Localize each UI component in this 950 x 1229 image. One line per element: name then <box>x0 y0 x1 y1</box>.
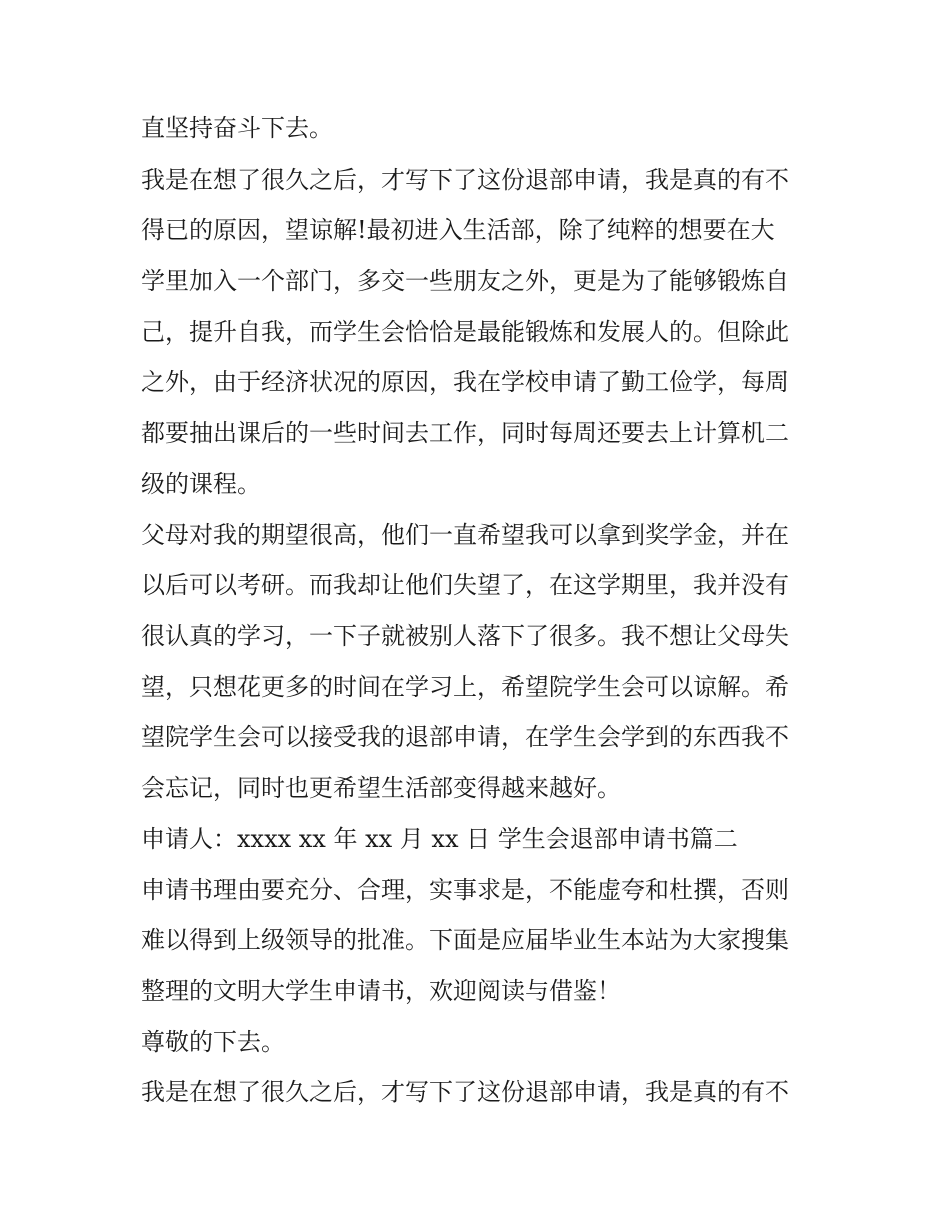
text-line: 得已的原因，望谅解!最初进入生活部，除了纯粹的想要在大 <box>141 216 775 244</box>
text-line: 直坚持奋斗下去。 <box>141 114 333 142</box>
text-line: 申请人：xxxx xx 年 xx 月 xx 日 学生会退部申请书篇二 <box>141 825 738 853</box>
text-line: 父母对我的期望很高，他们一直希望我可以拿到奖学金，并在 <box>141 521 789 549</box>
text-line: 学里加入一个部门，多交一些朋友之外，更是为了能够锻炼自 <box>141 267 789 295</box>
text-line: 难以得到上级领导的批准。下面是应届毕业生本站为大家搜集 <box>141 926 789 954</box>
text-line: 很认真的学习，一下子就被别人落下了很多。我不想让父母失 <box>141 622 789 650</box>
text-line: 申请书理由要充分、合理，实事求是，不能虚夸和杜撰，否则 <box>141 876 789 904</box>
text-line: 望，只想花更多的时间在学习上，希望院学生会可以谅解。希 <box>141 673 789 701</box>
text-line: 整理的文明大学生申请书，欢迎阅读与借鉴！ <box>141 977 621 1005</box>
text-line: 级的课程。 <box>141 470 261 498</box>
text-line: 望院学生会可以接受我的退部申请，在学生会学到的东西我不 <box>141 723 789 751</box>
text-line: 之外，由于经济状况的原因，我在学校申请了勤工俭学，每周 <box>141 368 789 396</box>
text-line: 都要抽出课后的一些时间去工作，同时每周还要去上计算机二 <box>141 419 789 447</box>
text-line: 我是在想了很久之后，才写下了这份退部申请，我是真的有不 <box>141 166 789 194</box>
text-line: 尊敬的下去。 <box>141 1028 285 1056</box>
text-line: 我是在想了很久之后，才写下了这份退部申请，我是真的有不 <box>141 1078 789 1106</box>
text-line: 会忘记，同时也更希望生活部变得越来越好。 <box>141 774 621 802</box>
text-line: 以后可以考研。而我却让他们失望了，在这学期里，我并没有 <box>141 571 789 599</box>
text-line: 己，提升自我，而学生会恰恰是最能锻炼和发展人的。但除此 <box>141 318 789 346</box>
